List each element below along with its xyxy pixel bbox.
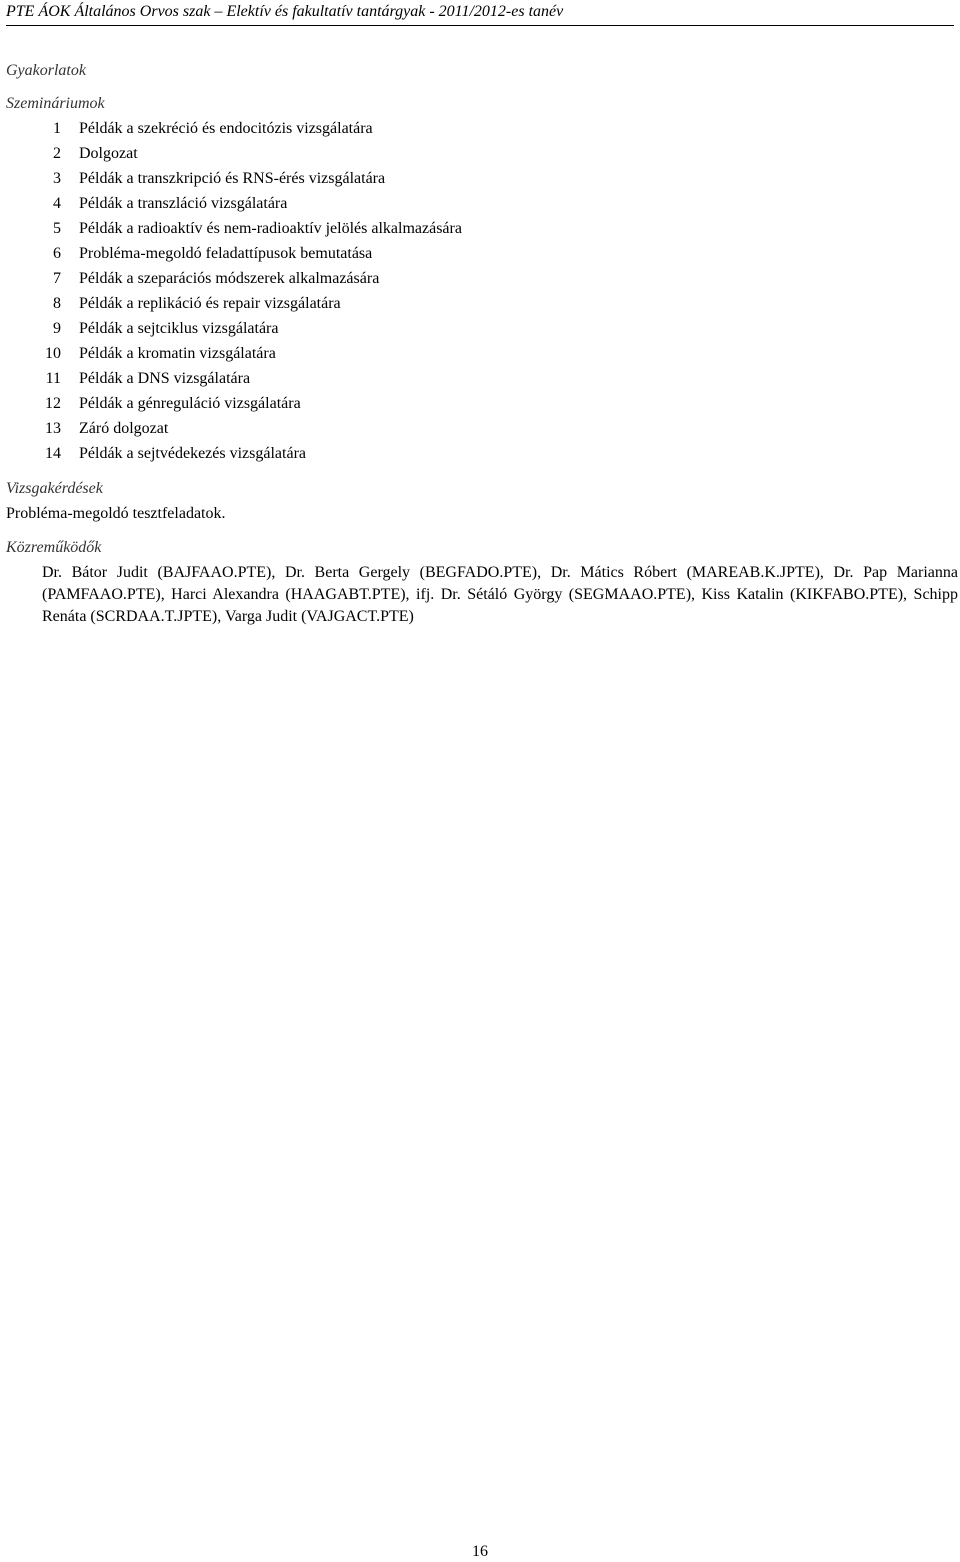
practicals-heading: Gyakorlatok <box>6 62 86 79</box>
contributors-text: Dr. Bátor Judit (BAJFAAO.PTE), Dr. Berta Gergely (BEGFADO.PTE), Dr. Mátics Róbert (MAREAB.K.JPTE), Dr. Pap Marianna (PAMFAAO.PTE), Harci Alexandra (HAAGABT.PTE), ifj. Dr. Sétáló György (SEGMAAO.PTE), Kiss Katalin (KIKFABO.PTE), Schipp Renáta (SCRDAA.T.JPTE), Varga Judit (VAJGACT.PTE) <box>42 564 958 625</box>
seminar-title: Példák a génreguláció vizsgálatára <box>79 395 301 412</box>
seminar-number: 8 <box>53 295 61 312</box>
seminar-title: Példák a sejtciklus vizsgálatára <box>79 320 279 337</box>
seminar-item <box>0 119 960 144</box>
seminar-number: 7 <box>53 270 61 287</box>
seminar-number: 1 <box>53 120 61 137</box>
page-header: PTE ÁOK Általános Orvos szak – Elektív és fakultatív tantárgyak - 2011/2012-es tanév <box>6 2 954 26</box>
seminar-title: Példák a DNS vizsgálatára <box>79 370 251 387</box>
seminar-item <box>0 394 960 419</box>
seminar-item <box>0 219 960 244</box>
seminar-title: Záró dolgozat <box>79 420 169 437</box>
seminar-title: Példák a kromatin vizsgálatára <box>79 345 276 362</box>
seminar-number: 13 <box>45 420 61 437</box>
seminar-item <box>0 244 960 269</box>
seminar-number: 2 <box>53 145 61 162</box>
seminar-list <box>0 119 960 469</box>
seminar-number: 14 <box>45 445 61 462</box>
seminar-item <box>0 294 960 319</box>
seminar-number: 5 <box>53 220 61 237</box>
seminar-number: 12 <box>45 395 61 412</box>
exam-questions-text: Probléma-megoldó tesztfeladatok. <box>6 505 226 522</box>
seminar-item <box>0 369 960 394</box>
seminar-item <box>0 419 960 444</box>
seminar-item <box>0 344 960 369</box>
seminar-item <box>0 319 960 344</box>
exam-questions-heading: Vizsgakérdések <box>6 480 103 497</box>
seminar-title: Példák a radioaktív és nem-radioaktív jelölés alkalmazására <box>79 220 462 237</box>
seminar-number: 11 <box>45 370 61 387</box>
seminar-title: Példák a replikáció és repair vizsgálatára <box>79 295 341 312</box>
seminar-item <box>0 169 960 194</box>
seminar-title: Dolgozat <box>79 145 138 162</box>
seminar-title: Példák a szeparációs módszerek alkalmazására <box>79 270 380 287</box>
seminar-number: 10 <box>45 345 61 362</box>
seminar-title: Példák a transzkripció és RNS-érés vizsgálatára <box>79 170 386 187</box>
seminar-number: 3 <box>53 170 61 187</box>
seminar-item <box>0 444 960 469</box>
page-number: 16 <box>472 1543 488 1560</box>
seminar-item <box>0 144 960 169</box>
seminar-title: Példák a sejtvédekezés vizsgálatára <box>79 445 306 462</box>
seminar-title: Példák a szekréció és endocitózis vizsgálatára <box>79 120 373 137</box>
seminar-number: 4 <box>53 195 61 212</box>
seminar-item <box>0 269 960 294</box>
seminar-number: 9 <box>53 320 61 337</box>
seminars-heading: Szemináriumok <box>6 95 105 112</box>
seminar-item <box>0 194 960 219</box>
seminar-number: 6 <box>53 245 61 262</box>
seminar-title: Példák a transzláció vizsgálatára <box>79 195 288 212</box>
contributors-heading: Közreműködők <box>6 539 102 556</box>
seminar-title: Probléma-megoldó feladattípusok bemutatása <box>79 245 373 262</box>
